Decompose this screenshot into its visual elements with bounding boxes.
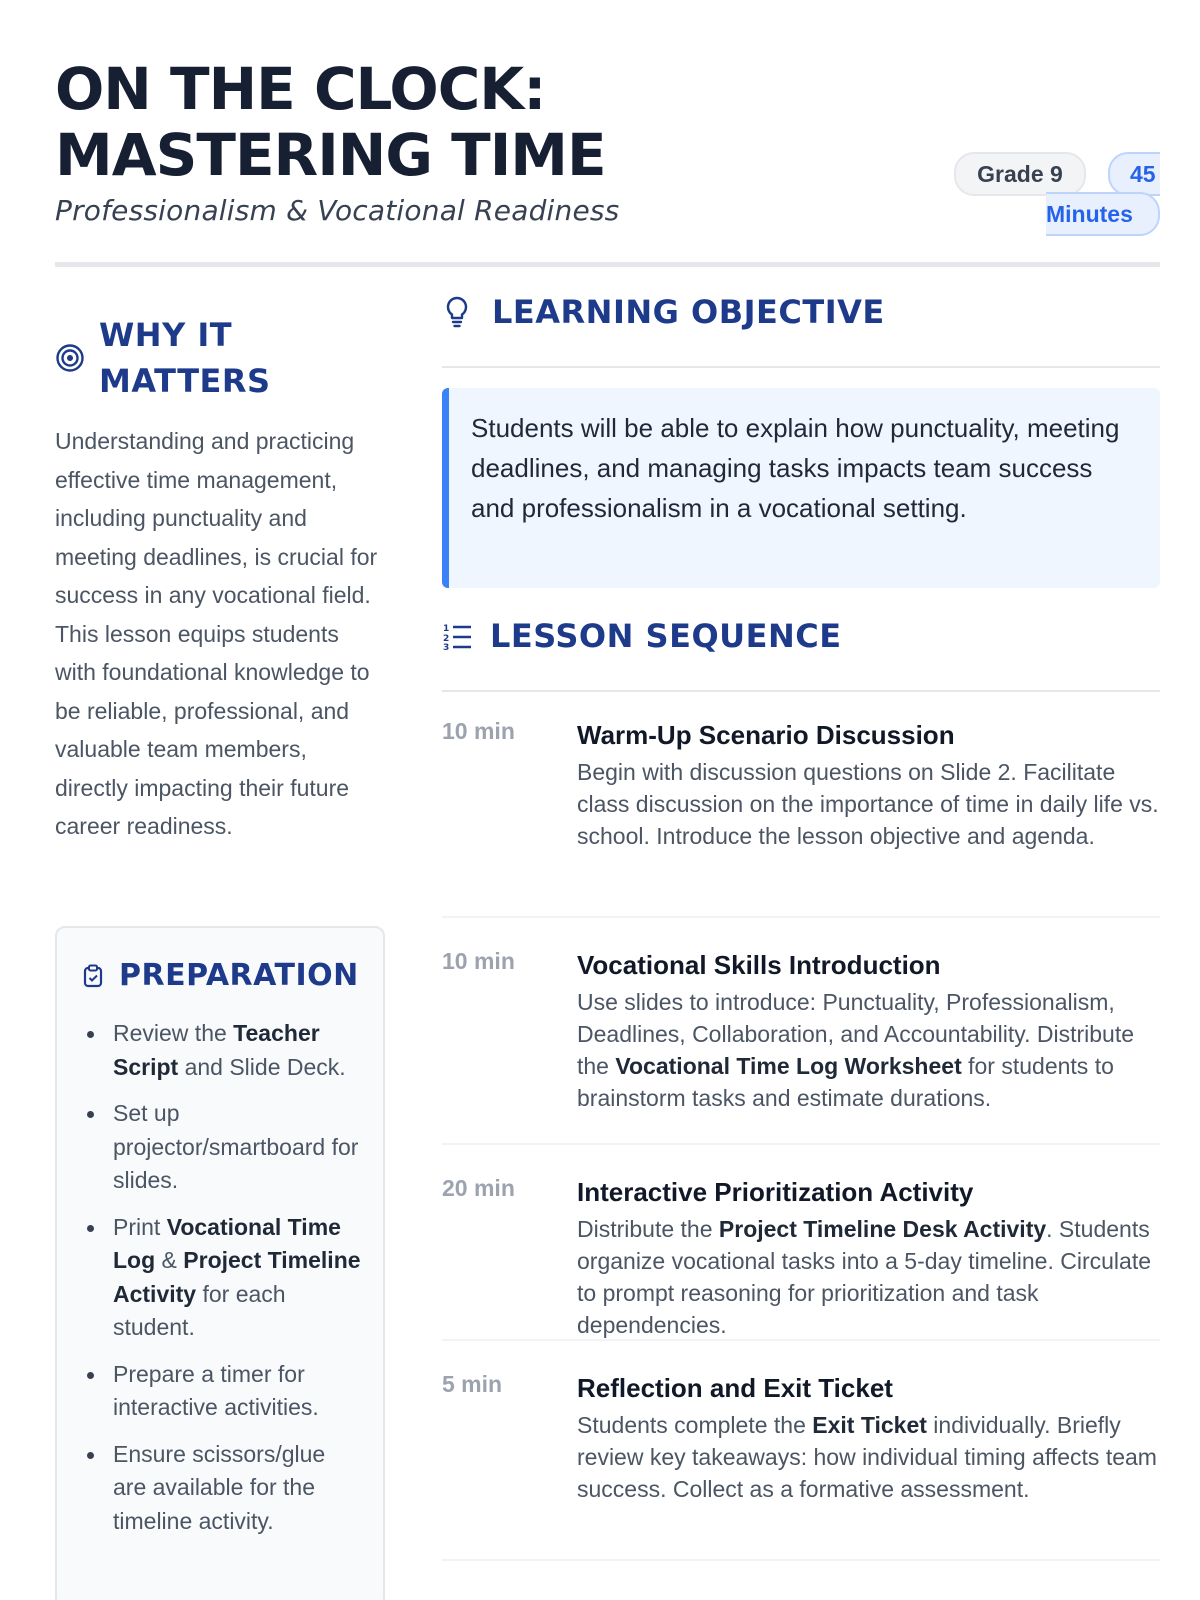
- lesson-sequence-section: [442, 617, 1160, 1561]
- emphasized-text: Vocational Time Log: [113, 1213, 341, 1273]
- lesson-sequence-heading: [442, 617, 1160, 692]
- learning-objective-heading: [442, 293, 1160, 368]
- lesson-step: [442, 1145, 1160, 1341]
- text-run: and Slide Deck.: [178, 1053, 346, 1080]
- step-body: [577, 1175, 1160, 1339]
- why-it-matters-heading: [55, 312, 385, 404]
- step-title: Interactive Prioritization Activity: [577, 1177, 974, 1207]
- step-description: [577, 756, 1160, 852]
- emphasized-text: Exit Ticket: [812, 1412, 927, 1438]
- preparation-item: [83, 1211, 363, 1345]
- emphasized-text: Teacher Script: [113, 1020, 320, 1080]
- step-title: Vocational Skills Introduction: [577, 950, 941, 980]
- lesson-step: [442, 718, 1160, 918]
- lesson-sequence-list: [442, 718, 1160, 1561]
- text-run: individually. Briefly review key takeaways: how individual timing affects team success. Collect as a formative assessment.: [577, 1412, 1157, 1502]
- step-title: Reflection and Exit Ticket: [577, 1373, 893, 1403]
- learning-objective-title: LEARNING OBJECTIVE: [492, 293, 885, 331]
- preparation-item: [83, 1438, 363, 1539]
- preparation-title: PREPARATION: [119, 958, 359, 993]
- step-body: [577, 1371, 1160, 1559]
- text-run: for each student.: [113, 1280, 286, 1340]
- text-run: Students complete the: [577, 1412, 813, 1438]
- step-body: [577, 718, 1160, 916]
- list-ordered-icon: [442, 621, 472, 651]
- step-body: [577, 948, 1160, 1143]
- target-icon: [55, 343, 85, 373]
- preparation-heading: [83, 958, 363, 993]
- lesson-step: [442, 1341, 1160, 1561]
- duration-badge-unit: Minutes: [1046, 192, 1160, 236]
- header-divider: [55, 262, 1160, 267]
- page-subtitle: Professionalism & Vocational Readiness: [55, 194, 620, 227]
- step-description: [577, 1213, 1160, 1341]
- right-column: [442, 293, 1160, 1561]
- text-run: Print: [113, 1213, 167, 1240]
- preparation-item: [83, 1017, 363, 1084]
- svg-text:2: 2: [443, 634, 450, 644]
- emphasized-text: Vocational Time Log Worksheet: [615, 1053, 962, 1079]
- step-description: [577, 986, 1160, 1114]
- step-title: Warm-Up Scenario Discussion: [577, 720, 955, 750]
- page-title: ON THE CLOCK: MASTERING TIME: [55, 55, 606, 189]
- lesson-step: [442, 918, 1160, 1145]
- lightbulb-icon: [444, 295, 470, 329]
- why-it-matters-title: WHY IT MATTERS: [99, 316, 271, 400]
- step-description: [577, 1409, 1160, 1505]
- step-duration: 20 min: [442, 1175, 515, 1201]
- text-run: Use slides to introduce: Punctuality, Professionalism, Deadlines, Collaboration, and Accountability. Distribute the: [577, 989, 1134, 1079]
- lesson-sequence-title: LESSON SEQUENCE: [490, 617, 842, 655]
- text-run: Ensure scissors/glue are available for the timeline activity.: [113, 1440, 326, 1534]
- clipboard-icon: [83, 964, 103, 988]
- grade-badge: Grade 9: [954, 152, 1086, 196]
- lesson-header: [55, 56, 1160, 266]
- preparation-card: [55, 926, 385, 1600]
- preparation-item: [83, 1097, 363, 1198]
- preparation-list: [83, 1017, 363, 1538]
- text-run: Set up projector/smartboard for slides.: [113, 1100, 359, 1193]
- meta-badges: [954, 152, 1160, 238]
- text-run: Review the: [113, 1020, 234, 1046]
- svg-text:3: 3: [443, 643, 450, 651]
- text-run: Distribute the: [577, 1216, 719, 1242]
- duration-badge-number: 45: [1108, 152, 1160, 196]
- emphasized-text: Project Timeline Desk Activity: [718, 1216, 1047, 1242]
- preparation-item: [83, 1358, 363, 1425]
- step-duration: 10 min: [442, 948, 515, 974]
- left-column: [55, 312, 385, 846]
- step-duration: 10 min: [442, 718, 515, 744]
- emphasized-text: Project Timeline Activity: [113, 1247, 361, 1307]
- learning-objective-callout: Students will be able to explain how punctuality, meeting deadlines, and managing tasks impacts team success and professionalism in a vocational setting.: [442, 388, 1160, 588]
- text-run: Prepare a timer for interactive activities.: [113, 1360, 319, 1420]
- text-run: &: [155, 1247, 184, 1273]
- text-run: . Students organize vocational tasks into a 5-day timeline. Circulate to prompt reasoning for prioritization and task dependencies.: [577, 1216, 1152, 1338]
- step-duration: 5 min: [442, 1371, 503, 1397]
- svg-text:1: 1: [443, 624, 450, 634]
- text-run: for students to brainstorm tasks and estimate durations.: [577, 1053, 1114, 1111]
- text-run: Begin with discussion questions on Slide 2. Facilitate class discussion on the importance of time in daily life vs. school. Introduce the lesson objective and agenda.: [577, 759, 1159, 849]
- why-it-matters-text: Understanding and practicing effective time management, including punctuality and meeting deadlines, is crucial for success in any vocational field. This lesson equips students with foundational knowledge to be reliable, professional, and valuable team members, directly impacting their future career readiness.: [55, 428, 378, 839]
